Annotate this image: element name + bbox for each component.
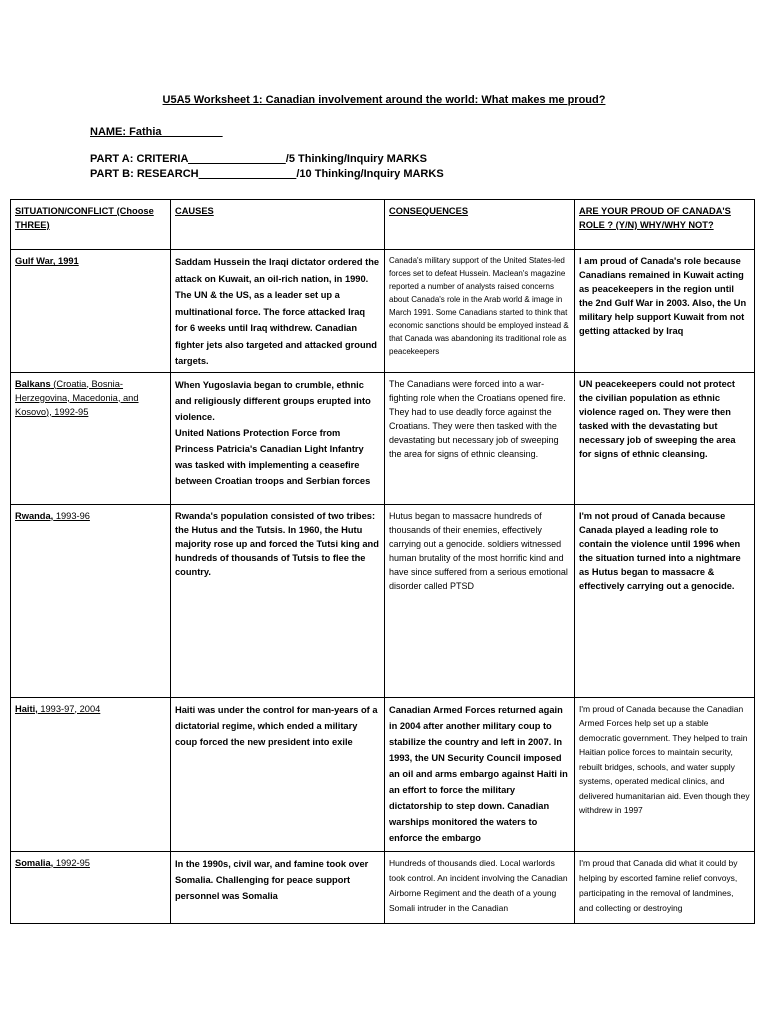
proud-cell: I'm proud that Canada did what it could by helping by escorted famine relief convoys, participating in the removal of landmines, and collecting or destroying bbox=[575, 851, 755, 923]
part-b-line bbox=[90, 168, 444, 180]
causes-cell: Saddam Hussein the Iraqi dictator ordered the attack on Kuwait, an oil-rich nation, in 1990. The UN & the US, as a leader set up a multinational force. The force attacked Iraq for 6 weeks until Iraq withdrew. Canadian fighter jets also targeted and attacked ground targets. bbox=[171, 250, 385, 373]
part-a-line bbox=[90, 153, 427, 165]
proud-cell: I am proud of Canada's role because Canadians remained in Kuwait acting as peacekeepers in the region until the 2nd Gulf War in 2003. Also, the Un military help support Kuwait from not getting attacked by Iraq bbox=[575, 250, 755, 373]
table-row bbox=[11, 250, 755, 373]
causes-cell: Rwanda's population consisted of two tribes: the Hutus and the Tutsis. In 1960, the Hutu majority rose up and forced the Tutsi king and hundreds of thousands of Tutsis to flee the country. bbox=[171, 504, 385, 697]
name-text: NAME: Fathia bbox=[90, 126, 162, 138]
causes-cell: In the 1990s, civil war, and famine took over Somalia. Challenging for peace support personnel was Somalia bbox=[171, 851, 385, 923]
situation-name: Somalia, bbox=[15, 857, 54, 868]
situation-cell bbox=[11, 697, 171, 851]
situation-detail: (Croatia, Bosnia-Herzegovina, Macedonia, and Kosovo), 1992-95 bbox=[15, 378, 139, 417]
consequences-cell: Canada's military support of the United States-led forces set to defeat Hussein. Maclean's magazine reported a number of analysts raised concerns about Canada's role in the Arab world & image in March 1991. Some Canadians started to think that economic sanctions should be employed instead & that Canada was abandoning its traditional role as peacekeepers bbox=[385, 250, 575, 373]
table-row bbox=[11, 851, 755, 923]
table-header-row bbox=[11, 200, 755, 250]
situation-name: Rwanda, bbox=[15, 510, 54, 521]
situation-detail: 1993-97, 2004 bbox=[37, 703, 101, 714]
consequences-cell: Hundreds of thousands died. Local warlords took control. An incident involving the Canadian Airborne Regiment and the death of a young Somali intruder in the Canadian bbox=[385, 851, 575, 923]
part-b-blank bbox=[199, 168, 297, 180]
part-a-marks: /5 Thinking/Inquiry MARKS bbox=[285, 153, 427, 165]
part-b-label: PART B: RESEARCH bbox=[90, 168, 199, 180]
consequences-cell: The Canadians were forced into a war-fighting role when the Croatians opened fire. They had to use deadly force against the Croatians. They were then tasked with the devastating but necessary job of sweeping the area for signs of ethnic cleansing. bbox=[385, 372, 575, 504]
proud-cell: I'm proud of Canada because the Canadian Armed Forces help set up a stable democratic government. They helped to train Haitian police forces to maintain security, rebuilt bridges, schools, and water supply systems, operated medical clinics, and delivered humanitarian aid. Even though they withdrew in 1997 bbox=[575, 697, 755, 851]
table-row bbox=[11, 504, 755, 697]
causes-cell: When Yugoslavia began to crumble, ethnic and religiously different groups erupted into violence. United Nations Protection Force from Princess Patricia's Canadian Light Infantry was tasked with implementing a ceasefire between Croatian troops and Serbian forces bbox=[171, 372, 385, 504]
part-a-blank bbox=[188, 153, 286, 165]
table-row bbox=[11, 372, 755, 504]
part-a-label: PART A: CRITERIA bbox=[90, 153, 188, 165]
situation-name: Balkans bbox=[15, 378, 51, 389]
col-header-consequences: CONSEQUENCES bbox=[385, 200, 575, 250]
name-line bbox=[90, 126, 223, 138]
situation-detail: 1992-95 bbox=[53, 857, 90, 868]
table-row bbox=[11, 697, 755, 851]
proud-cell: I'm not proud of Canada because Canada played a leading role to contain the violence until 1996 when the situation turned into a nightmare as Hutus began to massacre & effectively carrying out a genocide. bbox=[575, 504, 755, 697]
situation-name: Haiti, bbox=[15, 703, 38, 714]
situation-cell bbox=[11, 504, 171, 697]
situation-cell bbox=[11, 250, 171, 373]
col-header-situation: SITUATION/CONFLICT (Choose THREE) bbox=[11, 200, 171, 250]
situation-cell bbox=[11, 372, 171, 504]
name-blank bbox=[162, 126, 223, 138]
situation-name: Gulf War, 1991 bbox=[15, 256, 79, 266]
situation-cell bbox=[11, 851, 171, 923]
causes-cell: Haiti was under the control for man-years of a dictatorial regime, which ended a military coup forced the new president into exile bbox=[171, 697, 385, 851]
part-b-marks: /10 Thinking/Inquiry MARKS bbox=[296, 168, 444, 180]
consequences-cell: Hutus began to massacre hundreds of thousands of their enemies, effectively carrying out a genocide. soldiers witnessed human brutality of the most horrific kind and have since suffered from a serious emotional disorder called PTSD bbox=[385, 504, 575, 697]
col-header-causes: CAUSES bbox=[171, 200, 385, 250]
worksheet-title: U5A5 Worksheet 1: Canadian involvement around the world: What makes me proud? bbox=[162, 94, 606, 106]
worksheet-table bbox=[10, 199, 755, 924]
situation-detail: 1993-96 bbox=[53, 510, 90, 521]
proud-cell: UN peacekeepers could not protect the civilian population as ethnic violence raged on. They were then tasked with the devastating but necessary job of sweeping the area for signs of ethnic cleansing. bbox=[575, 372, 755, 504]
consequences-cell: Canadian Armed Forces returned again in 2004 after another military coup to stabilize the country and left in 2007. In 1993, the UN Security Council imposed an oil and arms embargo against Haiti in an effort to force the military dictatorship to step down. Canadian warships monitored the waters to enforce the embargo bbox=[385, 697, 575, 851]
col-header-proud: ARE YOUR PROUD OF CANADA'S ROLE ? (Y/N) WHY/WHY NOT? bbox=[575, 200, 755, 250]
